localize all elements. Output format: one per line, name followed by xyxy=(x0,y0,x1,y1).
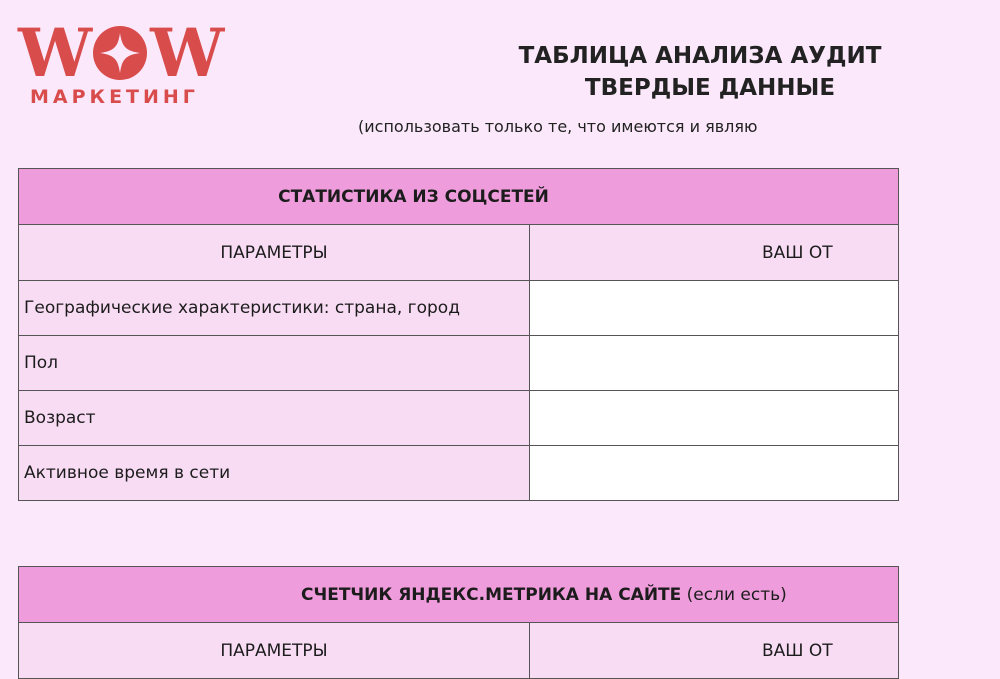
param-label: Пол xyxy=(19,336,530,391)
table-row xyxy=(19,281,899,336)
logo-letter-w-left: W xyxy=(18,14,91,92)
page-title-line1: ТАБЛИЦА АНАЛИЗА АУДИТ xyxy=(518,43,882,69)
table-row xyxy=(19,391,899,446)
page-title xyxy=(400,40,1000,104)
social-stats-table xyxy=(18,168,899,501)
answer-field[interactable] xyxy=(530,446,899,501)
answer-field[interactable] xyxy=(530,281,899,336)
column-header-answer xyxy=(530,623,899,679)
table-row xyxy=(19,446,899,501)
logo xyxy=(18,14,233,112)
logo-star-icon xyxy=(90,23,150,83)
section-title-text: СЧЕТЧИК ЯНДЕКС.МЕТРИКА НА САЙТЕ xyxy=(301,584,682,605)
yandex-metrika-table xyxy=(18,566,899,679)
section-title-text: СТАТИСТИКА ИЗ СОЦСЕТЕЙ xyxy=(278,186,549,207)
logo-letter-w-right: W xyxy=(150,14,223,92)
param-label: Активное время в сети xyxy=(19,446,530,501)
section-title xyxy=(19,169,899,225)
param-label: Географические характеристики: страна, город xyxy=(19,281,530,336)
column-header-params: ПАРАМЕТРЫ xyxy=(19,623,530,679)
logo-wordmark xyxy=(18,14,233,92)
column-header-answer xyxy=(530,225,899,281)
section-title xyxy=(19,567,899,623)
param-label: Возраст xyxy=(19,391,530,446)
table-row xyxy=(19,336,899,391)
table-header-row xyxy=(19,225,899,281)
column-header-answer-text: ВАШ ОТ xyxy=(762,640,833,661)
column-header-params: ПАРАМЕТРЫ xyxy=(19,225,530,281)
logo-subtitle: МАРКЕТИНГ xyxy=(30,86,199,108)
page-title-line2: ТВЕРДЫЕ ДАННЫЕ xyxy=(584,75,836,101)
table-header-row xyxy=(19,623,899,679)
column-header-answer-text: ВАШ ОТ xyxy=(762,242,833,263)
page-subtitle: (использовать только те, что имеются и являю xyxy=(358,117,758,136)
answer-field[interactable] xyxy=(530,336,899,391)
answer-field[interactable] xyxy=(530,391,899,446)
section-title-note: (если есть) xyxy=(681,584,787,605)
